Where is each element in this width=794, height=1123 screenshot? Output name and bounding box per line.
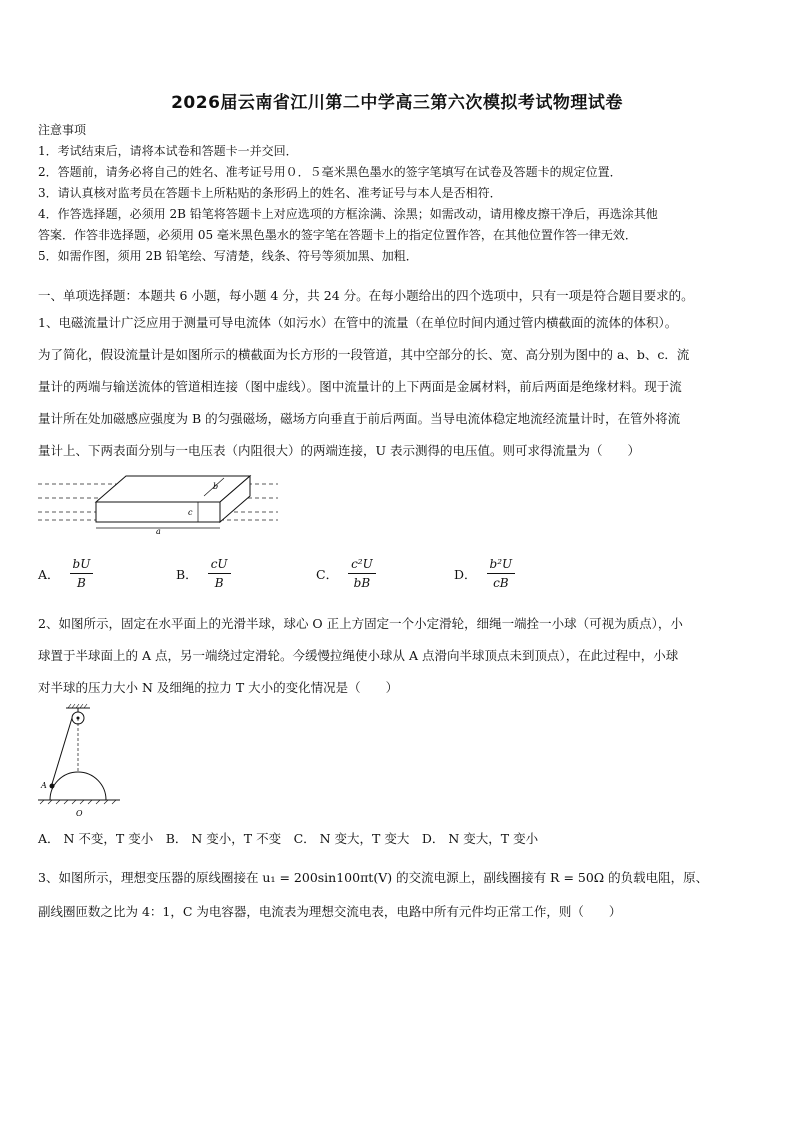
q3-line-2: 副线圈匝数之比为 4：1，C 为电容器，电流表为理想交流电表，电路中所有元件均正常工作，则（ ） <box>38 904 622 919</box>
q1-line-4: 量计所在处加磁感应强度为 B 的匀强磁场，磁场方向垂直于前后两面。当导电流体稳定地流经流量计时，在管外将流 <box>38 411 681 426</box>
option-letter: A． <box>38 566 60 582</box>
q3-line-1: 3、如图所示，理想变压器的原线圈接在 u₁ = 200sin100πt(V) 的交流电源上，副线圈接有 R = 50Ω 的负载电阻，原、 <box>38 870 709 885</box>
numerator: cU <box>208 557 231 574</box>
q1-options <box>38 557 515 590</box>
q1-option-c[interactable] <box>316 557 454 590</box>
q1-line-1: 1、电磁流量计广泛应用于测量可导电流体（如污水）在管中的流量（在单位时间内通过管内横截面的流体的体积）。 <box>38 315 678 330</box>
option-fraction <box>70 557 94 590</box>
label-a: a <box>156 527 161 535</box>
option-letter: B． <box>176 566 198 582</box>
denominator: B <box>77 576 86 590</box>
q1-line-5: 量计上、下两表面分别与一电压表（内阻很大）的两端连接，U 表示测得的电压值。则可求得流量为（ ） <box>38 443 641 458</box>
label-c: c <box>188 508 193 517</box>
denominator: cB <box>493 576 509 590</box>
hemisphere-figure <box>38 700 128 820</box>
notice-heading: 注意事项 <box>38 123 87 137</box>
denominator: B <box>214 576 224 590</box>
section-heading: 一、单项选择题：本题共 6 小题，每小题 4 分，共 24 分。在每小题给出的四个选项中，只有一项是符合题目要求的。 <box>38 288 694 303</box>
option-fraction <box>348 557 376 590</box>
notice-item-3: 3．请认真核对监考员在答题卡上所粘贴的条形码上的姓名、准考证号与本人是否相符． <box>38 186 502 200</box>
notice-item-1: 1．考试结束后，请将本试卷和答题卡一并交回． <box>38 144 298 158</box>
q2-line-2: 球置于半球面上的 A 点，另一端绕过定滑轮。今缓慢拉绳使小球从 A 点滑向半球顶点未到顶点），在此过程中，小球 <box>38 648 679 663</box>
q2-line-1: 2、如图所示，固定在水平面上的光滑半球，球心 O 正上方固定一个小定滑轮，细绳一端拴一小球（可视为质点），小 <box>38 616 683 631</box>
label-b: b <box>213 482 219 491</box>
option-letter: D． <box>454 566 477 582</box>
numerator: c²U <box>348 557 376 574</box>
label-O: O <box>76 809 83 818</box>
q1-line-2: 为了简化，假设流量计是如图所示的横截面为长方形的一段管道，其中空部分的长、宽、高分别为图中的 a、b、c．流 <box>38 347 690 362</box>
option-letter: C． <box>316 566 339 582</box>
notice-item-4-cont: 答案．作答非选择题，必须用 05 毫米黑色墨水的签字笔在答题卡上的指定位置作答，在其他位置作答一律无效． <box>38 228 637 242</box>
flowmeter-figure <box>38 470 278 535</box>
q1-line-3: 量计的两端与输送流体的管道相连接（图中虚线）。图中流量计的上下两面是金属材料，前后两面是绝缘材料。现于流 <box>38 379 682 394</box>
option-fraction <box>487 557 516 590</box>
q2-line-3: 对半球的压力大小 N 及细绳的拉力 T 大小的变化情况是（ ） <box>38 680 399 695</box>
page-title: 2026届云南省江川第二中学高三第六次模拟考试物理试卷 <box>171 93 623 113</box>
notice-item-5: 5．如需作图，须用 2B 铅笔绘、写清楚，线条、符号等须加黑、加粗． <box>38 249 418 263</box>
notice-item-2: 2．答题前，请务必将自己的姓名、准考证号用０．５毫米黑色墨水的签字笔填写在试卷及答题卡的规定位置． <box>38 165 622 179</box>
notice-item-4: 4．作答选择题，必须用 2B 铅笔将答题卡上对应选项的方框涂满、涂黑；如需改动，请用橡皮擦干净后，再选涂其他 <box>38 207 658 221</box>
option-fraction <box>208 557 231 590</box>
q1-option-b[interactable] <box>176 557 316 590</box>
denominator: bB <box>353 576 371 590</box>
label-A: A <box>41 781 47 790</box>
q2-options[interactable]: A． N 不变，T 变小 B． N 变小，T 不变 C． N 变大，T 变大 D． N 变大，T 变小 <box>38 831 539 846</box>
q1-option-d[interactable] <box>454 557 515 590</box>
q1-option-a[interactable] <box>38 557 176 590</box>
numerator: b²U <box>487 557 516 574</box>
numerator: bU <box>70 557 94 574</box>
